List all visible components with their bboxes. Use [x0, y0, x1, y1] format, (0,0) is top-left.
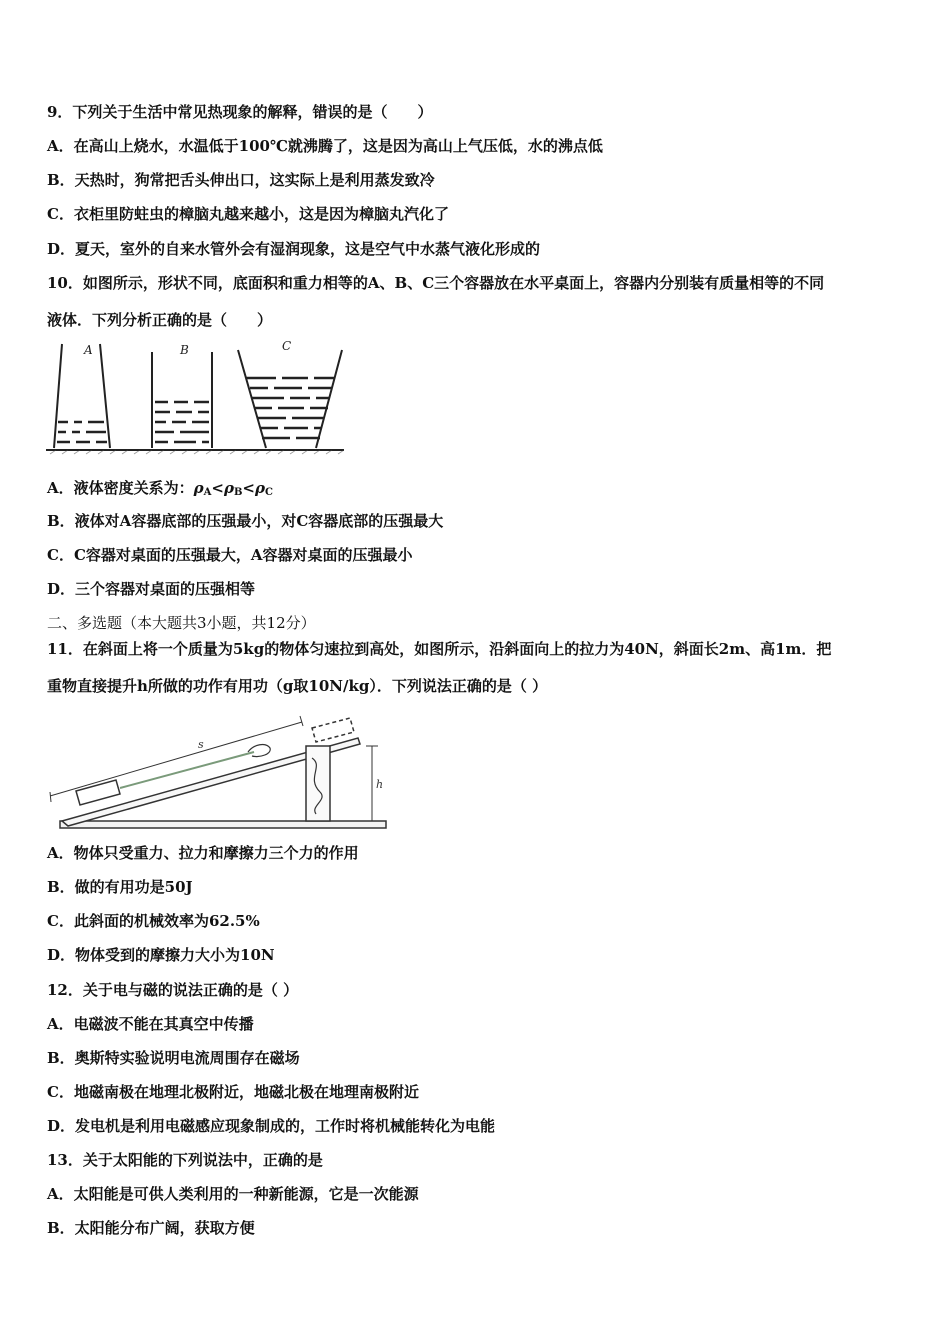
- q12-option-d: D．发电机是利用电磁感应现象制成的，工作时将机械能转化为电能: [47, 1117, 496, 1135]
- q10-option-a: [47, 478, 273, 503]
- rho-c: ρ: [254, 479, 265, 497]
- rho-a-sub: A: [203, 487, 212, 498]
- q9-option-c: C．衣柜里防蛀虫的樟脑丸越来越小，这是因为樟脑丸汽化了: [47, 205, 449, 223]
- rho-a: ρ: [193, 479, 204, 497]
- q10-option-d: D．三个容器对桌面的压强相等: [47, 580, 256, 598]
- label-c: C: [282, 339, 292, 353]
- q10-option-b: B．液体对A容器底部的压强最小，对C容器底部的压强最大: [47, 512, 444, 530]
- q9-option-d: D．夏天，室外的自来水管外会有湿润现象，这是空气中水蒸气液化形成的: [47, 240, 541, 258]
- q12-stem: 12．关于电与磁的说法正确的是（ ）: [47, 981, 299, 999]
- liquid-c: [246, 378, 334, 438]
- box: [76, 780, 120, 805]
- support-block: [306, 746, 330, 821]
- q13-stem: 13．关于太阳能的下列说法中，正确的是: [47, 1151, 323, 1169]
- q12-option-c: C．地磁南极在地理北极附近，地磁北极在地理南极附近: [47, 1083, 419, 1101]
- q13-option-a: A．太阳能是可供人类利用的一种新能源，它是一次能源: [47, 1185, 419, 1203]
- less-than-1: <: [211, 479, 224, 497]
- q12-option-a: A．电磁波不能在其真空中传播: [47, 1015, 254, 1033]
- q10-stem-line1: 10．如图所示，形状不同，底面积和重力相等的A、B、C三个容器放在水平桌面上，容器内分别装有质量相等的不同: [47, 274, 825, 292]
- label-a: A: [84, 343, 93, 357]
- q11-stem-line2: 重物直接提升h所做的功作有用功（g取10N/kg）．下列说法正确的是（ ）: [47, 677, 548, 695]
- q12-option-b: B．奥斯特实验说明电流周围存在磁场: [47, 1049, 300, 1067]
- liquid-b: [155, 402, 209, 442]
- q11-option-a: A．物体只受重力、拉力和摩擦力三个力的作用: [47, 844, 359, 862]
- q10-option-a-prefix: A．液体密度关系为：: [47, 479, 194, 497]
- q10-stem-line2: 液体．下列分析正确的是（ ）: [47, 311, 273, 329]
- label-s: s: [198, 738, 204, 751]
- hand: [248, 745, 270, 757]
- liquid-a: [57, 422, 107, 442]
- label-b: B: [180, 343, 189, 357]
- q11-option-d: D．物体受到的摩擦力大小为10N: [47, 946, 275, 964]
- q13-option-b: B．太阳能分布广阔，获取方便: [47, 1219, 255, 1237]
- section-heading: 二、多选题（本大题共3小题，共12分）: [47, 614, 316, 632]
- incline-figure: [44, 708, 390, 834]
- q11-option-c: C．此斜面的机械效率为62.5%: [47, 912, 260, 930]
- rho-b-sub: B: [233, 487, 243, 498]
- q9-option-a: A．在高山上烧水，水温低于100℃就沸腾了，这是因为高山上气压低，水的沸点低: [47, 137, 603, 155]
- q11-stem-line1: 11．在斜面上将一个质量为5kg的物体匀速拉到高处，如图所示，沿斜面向上的拉力为40N，斜面长2m、高1m．把: [47, 640, 832, 658]
- dashed-box: [312, 718, 354, 742]
- containers-figure: [46, 338, 344, 464]
- q11-option-b: B．做的有用功是50J: [47, 878, 193, 896]
- q9-option-b: B．天热时，狗常把舌头伸出口，这实际上是利用蒸发致冷: [47, 171, 435, 189]
- rho-b: ρ: [223, 479, 234, 497]
- q9-stem: 9．下列关于生活中常见热现象的解释，错误的是（ ）: [47, 103, 433, 121]
- container-b-walls: [152, 352, 212, 448]
- less-than-2: <: [242, 479, 255, 497]
- q10-option-c: C．C容器对桌面的压强最大，A容器对桌面的压强最小: [47, 546, 413, 564]
- label-h: h: [376, 778, 384, 791]
- rho-c-sub: C: [264, 487, 273, 498]
- ground-plank: [60, 821, 386, 828]
